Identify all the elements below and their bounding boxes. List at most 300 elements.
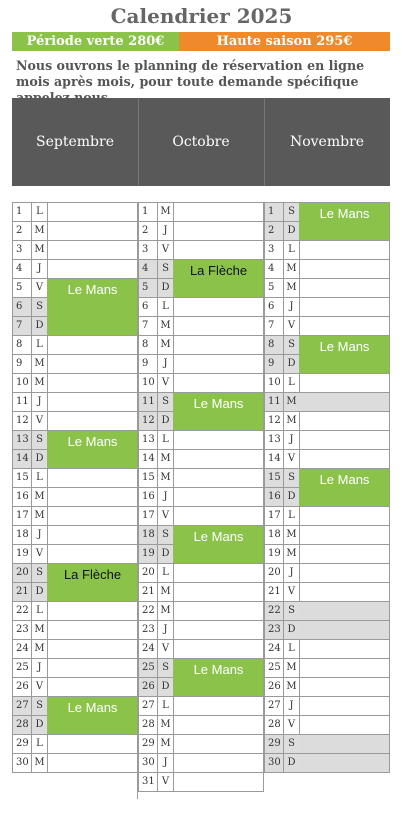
weekday-letter: L <box>284 507 300 525</box>
weekday-letter: L <box>32 336 48 354</box>
day-row[interactable] <box>264 754 390 773</box>
day-row[interactable] <box>138 431 264 450</box>
weekday-letter: J <box>158 355 174 373</box>
day-row[interactable] <box>12 412 138 431</box>
day-row[interactable] <box>264 678 390 697</box>
day-row[interactable] <box>138 507 264 526</box>
booking-cell[interactable] <box>173 697 264 715</box>
weekday-letter: M <box>284 393 300 411</box>
weekday-letter: S <box>284 203 300 221</box>
weekday-letter: J <box>32 393 48 411</box>
day-row[interactable] <box>264 640 390 659</box>
booking-cell[interactable] <box>173 298 264 316</box>
month-column-september <box>12 203 138 773</box>
day-number: 25 <box>264 659 284 677</box>
day-row[interactable] <box>12 507 138 526</box>
grid-line <box>264 202 390 203</box>
day-row[interactable] <box>264 241 390 260</box>
booking-event[interactable]: Le Mans <box>47 279 138 335</box>
booking-cell[interactable] <box>299 545 390 563</box>
weekday-letter: V <box>32 545 48 563</box>
grid-line <box>138 202 264 203</box>
booking-cell[interactable] <box>47 393 138 411</box>
booking-cell[interactable] <box>47 203 138 221</box>
booking-cell[interactable] <box>299 621 390 639</box>
day-row[interactable] <box>264 697 390 716</box>
day-number: 8 <box>138 336 158 354</box>
booking-event[interactable]: La Flèche <box>173 260 264 297</box>
weekday-letter: M <box>32 507 48 525</box>
day-row[interactable] <box>138 317 264 336</box>
day-number: 20 <box>264 564 284 582</box>
booking-cell[interactable] <box>47 222 138 240</box>
booking-cell[interactable] <box>299 298 390 316</box>
grid-line <box>12 202 138 203</box>
day-row[interactable] <box>138 735 264 754</box>
booking-cell[interactable] <box>299 450 390 468</box>
day-row[interactable] <box>138 754 264 773</box>
day-number: 12 <box>264 412 284 430</box>
booking-cell[interactable] <box>173 621 264 639</box>
day-row[interactable] <box>12 336 138 355</box>
booking-cell[interactable] <box>173 564 264 582</box>
day-number: 23 <box>138 621 158 639</box>
weekday-letter: M <box>284 526 300 544</box>
day-row[interactable] <box>12 260 138 279</box>
booking-event[interactable]: Le Mans <box>173 393 264 430</box>
booking-cell[interactable] <box>47 754 138 772</box>
day-row[interactable] <box>264 583 390 602</box>
day-row[interactable] <box>12 241 138 260</box>
day-number: 1 <box>138 203 158 221</box>
day-number: 5 <box>264 279 284 297</box>
weekday-letter: J <box>32 260 48 278</box>
day-number: 22 <box>12 602 32 620</box>
day-row[interactable] <box>138 697 264 716</box>
booking-cell[interactable] <box>47 735 138 753</box>
day-row[interactable] <box>12 545 138 564</box>
day-number: 1 <box>12 203 32 221</box>
day-number: 4 <box>138 260 158 278</box>
weekday-letter: J <box>284 564 300 582</box>
day-number: 17 <box>264 507 284 525</box>
weekday-letter: M <box>32 374 48 392</box>
booking-cell[interactable] <box>47 412 138 430</box>
day-row[interactable] <box>138 716 264 735</box>
day-row[interactable] <box>138 203 264 222</box>
booking-cell[interactable] <box>173 507 264 525</box>
day-row[interactable] <box>138 450 264 469</box>
day-number: 7 <box>12 317 32 335</box>
booking-cell[interactable] <box>173 374 264 392</box>
booking-cell[interactable] <box>173 450 264 468</box>
weekday-letter: V <box>284 716 300 734</box>
day-row[interactable] <box>138 241 264 260</box>
weekday-letter: L <box>284 640 300 658</box>
day-row[interactable] <box>12 621 138 640</box>
day-row[interactable] <box>138 374 264 393</box>
day-row[interactable] <box>264 412 390 431</box>
weekday-letter: J <box>32 526 48 544</box>
day-number: 20 <box>138 564 158 582</box>
booking-cell[interactable] <box>299 374 390 392</box>
day-number: 11 <box>12 393 32 411</box>
weekday-letter: M <box>158 450 174 468</box>
day-number: 30 <box>264 754 284 772</box>
day-row[interactable] <box>12 754 138 773</box>
day-number: 9 <box>264 355 284 373</box>
day-number: 21 <box>12 583 32 601</box>
weekday-letter: M <box>158 583 174 601</box>
booking-event[interactable]: Le Mans <box>47 431 138 468</box>
booking-cell[interactable] <box>47 621 138 639</box>
booking-cell[interactable] <box>299 241 390 259</box>
booking-cell[interactable] <box>299 640 390 658</box>
day-number: 19 <box>12 545 32 563</box>
grid-line <box>389 202 390 773</box>
weekday-letter: L <box>284 374 300 392</box>
day-number: 12 <box>12 412 32 430</box>
weekday-letter: M <box>158 716 174 734</box>
weekday-letter: M <box>158 735 174 753</box>
weekday-letter: S <box>158 659 174 677</box>
booking-cell[interactable] <box>299 260 390 278</box>
booking-cell[interactable] <box>299 659 390 677</box>
weekday-letter: M <box>158 336 174 354</box>
day-number: 3 <box>12 241 32 259</box>
booking-cell[interactable] <box>47 545 138 563</box>
weekday-letter: J <box>284 431 300 449</box>
weekday-letter: S <box>32 697 48 715</box>
day-number: 19 <box>138 545 158 563</box>
weekday-letter: L <box>32 602 48 620</box>
month-header-september: Septembre <box>12 98 138 186</box>
weekday-letter: M <box>158 469 174 487</box>
day-number: 22 <box>264 602 284 620</box>
weekday-letter: D <box>158 678 174 696</box>
day-number: 22 <box>138 602 158 620</box>
day-number: 1 <box>264 203 284 221</box>
day-row[interactable] <box>138 602 264 621</box>
booking-cell[interactable] <box>299 412 390 430</box>
day-row[interactable] <box>12 355 138 374</box>
day-row[interactable] <box>264 374 390 393</box>
booking-cell[interactable] <box>47 602 138 620</box>
booking-cell[interactable] <box>47 640 138 658</box>
day-row[interactable] <box>138 773 264 792</box>
day-row[interactable] <box>264 716 390 735</box>
day-row[interactable] <box>12 393 138 412</box>
day-number: 8 <box>12 336 32 354</box>
day-row[interactable] <box>264 735 390 754</box>
weekday-letter: M <box>158 317 174 335</box>
booking-cell[interactable] <box>47 678 138 696</box>
day-row[interactable] <box>12 488 138 507</box>
header-divider <box>264 98 265 186</box>
booking-cell[interactable] <box>173 431 264 449</box>
day-row[interactable] <box>264 526 390 545</box>
page-title: Calendrier 2025 <box>110 4 293 28</box>
booking-cell[interactable] <box>173 716 264 734</box>
day-number: 15 <box>264 469 284 487</box>
booking-event[interactable]: Le Mans <box>173 659 264 696</box>
weekday-letter: S <box>158 393 174 411</box>
day-number: 29 <box>138 735 158 753</box>
day-row[interactable] <box>264 507 390 526</box>
day-number: 7 <box>138 317 158 335</box>
booking-cell[interactable] <box>299 393 390 411</box>
day-row[interactable] <box>138 355 264 374</box>
booking-event[interactable]: La Flèche <box>47 564 138 601</box>
booking-event[interactable]: Le Mans <box>299 469 390 506</box>
day-number: 14 <box>264 450 284 468</box>
booking-cell[interactable] <box>299 564 390 582</box>
day-number: 6 <box>138 298 158 316</box>
day-row[interactable] <box>264 431 390 450</box>
booking-cell[interactable] <box>47 355 138 373</box>
day-row[interactable] <box>138 298 264 317</box>
weekday-letter: D <box>32 317 48 335</box>
day-row[interactable] <box>264 393 390 412</box>
weekday-letter: M <box>284 545 300 563</box>
weekday-letter: S <box>284 602 300 620</box>
booking-cell[interactable] <box>299 583 390 601</box>
booking-cell[interactable] <box>47 507 138 525</box>
weekday-letter: D <box>284 621 300 639</box>
weekday-letter: V <box>158 374 174 392</box>
day-row[interactable] <box>138 336 264 355</box>
day-row[interactable] <box>264 279 390 298</box>
day-number: 30 <box>12 754 32 772</box>
booking-cell[interactable] <box>47 374 138 392</box>
booking-cell[interactable] <box>299 754 390 772</box>
weekday-letter: M <box>284 260 300 278</box>
day-row[interactable] <box>264 545 390 564</box>
day-row[interactable] <box>12 526 138 545</box>
day-row[interactable] <box>12 659 138 678</box>
booking-cell[interactable] <box>47 241 138 259</box>
day-row[interactable] <box>264 564 390 583</box>
day-number: 8 <box>264 336 284 354</box>
weekday-letter: S <box>32 564 48 582</box>
booking-cell[interactable] <box>299 526 390 544</box>
booking-cell[interactable] <box>173 469 264 487</box>
day-number: 9 <box>12 355 32 373</box>
day-row[interactable] <box>138 564 264 583</box>
weekday-letter: M <box>284 412 300 430</box>
day-number: 26 <box>12 678 32 696</box>
weekday-letter: S <box>284 336 300 354</box>
booking-event[interactable]: Le Mans <box>299 203 390 240</box>
booking-cell[interactable] <box>299 678 390 696</box>
day-number: 5 <box>12 279 32 297</box>
booking-cell[interactable] <box>47 336 138 354</box>
weekday-letter: L <box>32 735 48 753</box>
day-number: 23 <box>12 621 32 639</box>
day-number: 14 <box>138 450 158 468</box>
weekday-letter: S <box>158 260 174 278</box>
booking-cell[interactable] <box>299 716 390 734</box>
weekday-letter: M <box>158 203 174 221</box>
day-number: 30 <box>138 754 158 772</box>
weekday-letter: L <box>158 298 174 316</box>
booking-cell[interactable] <box>47 260 138 278</box>
weekday-letter: J <box>284 298 300 316</box>
weekday-letter: L <box>158 564 174 582</box>
day-row[interactable] <box>12 203 138 222</box>
day-row[interactable] <box>12 469 138 488</box>
day-row[interactable] <box>12 222 138 241</box>
day-number: 2 <box>138 222 158 240</box>
weekday-letter: J <box>32 659 48 677</box>
day-number: 9 <box>138 355 158 373</box>
weekday-letter: V <box>158 773 174 791</box>
day-number: 15 <box>12 469 32 487</box>
weekday-letter: L <box>158 431 174 449</box>
day-number: 10 <box>12 374 32 392</box>
day-number: 15 <box>138 469 158 487</box>
booking-cell[interactable] <box>299 697 390 715</box>
weekday-letter: D <box>32 450 48 468</box>
weekday-letter: L <box>32 203 48 221</box>
booking-cell[interactable] <box>173 735 264 753</box>
day-number: 4 <box>264 260 284 278</box>
day-number: 13 <box>264 431 284 449</box>
day-row[interactable] <box>264 621 390 640</box>
weekday-letter: D <box>284 754 300 772</box>
booking-cell[interactable] <box>173 241 264 259</box>
day-row[interactable] <box>264 659 390 678</box>
booking-cell[interactable] <box>173 602 264 620</box>
booking-cell[interactable] <box>47 488 138 506</box>
day-number: 25 <box>12 659 32 677</box>
weekday-letter: D <box>32 583 48 601</box>
day-number: 12 <box>138 412 158 430</box>
day-number: 6 <box>264 298 284 316</box>
day-row[interactable] <box>138 621 264 640</box>
day-number: 16 <box>264 488 284 506</box>
day-number: 17 <box>138 507 158 525</box>
day-row[interactable] <box>138 469 264 488</box>
booking-event[interactable]: Le Mans <box>47 697 138 734</box>
booking-cell[interactable] <box>173 203 264 221</box>
day-row[interactable] <box>138 488 264 507</box>
weekday-letter: L <box>284 241 300 259</box>
day-row[interactable] <box>264 450 390 469</box>
day-number: 2 <box>264 222 284 240</box>
weekday-letter: J <box>158 621 174 639</box>
day-number: 3 <box>264 241 284 259</box>
day-row[interactable] <box>12 602 138 621</box>
weekday-letter: S <box>284 735 300 753</box>
day-number: 21 <box>138 583 158 601</box>
day-number: 28 <box>12 716 32 734</box>
day-number: 10 <box>138 374 158 392</box>
day-number: 24 <box>264 640 284 658</box>
weekday-letter: M <box>32 754 48 772</box>
day-row[interactable] <box>12 374 138 393</box>
booking-cell[interactable] <box>173 773 264 791</box>
booking-cell[interactable] <box>299 507 390 525</box>
day-row[interactable] <box>264 602 390 621</box>
day-number: 16 <box>138 488 158 506</box>
day-number: 21 <box>264 583 284 601</box>
day-row[interactable] <box>264 260 390 279</box>
header-divider <box>138 98 139 186</box>
day-number: 26 <box>264 678 284 696</box>
booking-cell[interactable] <box>173 640 264 658</box>
day-row[interactable] <box>264 317 390 336</box>
day-number: 2 <box>12 222 32 240</box>
weekday-letter: M <box>158 602 174 620</box>
booking-cell[interactable] <box>173 583 264 601</box>
booking-event[interactable]: Le Mans <box>299 336 390 373</box>
booking-event[interactable]: Le Mans <box>173 526 264 563</box>
day-number: 20 <box>12 564 32 582</box>
day-number: 24 <box>138 640 158 658</box>
day-number: 14 <box>12 450 32 468</box>
day-row[interactable] <box>12 735 138 754</box>
day-row[interactable] <box>138 583 264 602</box>
booking-cell[interactable] <box>47 469 138 487</box>
month-column-november <box>264 203 390 773</box>
weekday-letter: M <box>32 640 48 658</box>
day-number: 6 <box>12 298 32 316</box>
day-number: 18 <box>138 526 158 544</box>
day-row[interactable] <box>12 678 138 697</box>
booking-cell[interactable] <box>173 488 264 506</box>
booking-cell[interactable] <box>173 336 264 354</box>
day-number: 13 <box>138 431 158 449</box>
booking-cell[interactable] <box>173 355 264 373</box>
grid-line <box>138 202 139 792</box>
intro-text: Nous ouvrons le planning de réservation en ligne mois après mois, pour toute demande spécifique <box>16 58 365 89</box>
weekday-letter: L <box>158 697 174 715</box>
day-number: 17 <box>12 507 32 525</box>
booking-cell[interactable] <box>299 735 390 753</box>
weekday-letter: V <box>158 241 174 259</box>
day-number: 11 <box>138 393 158 411</box>
day-number: 10 <box>264 374 284 392</box>
booking-cell[interactable] <box>173 222 264 240</box>
booking-cell[interactable] <box>173 317 264 335</box>
day-number: 11 <box>264 393 284 411</box>
booking-cell[interactable] <box>299 279 390 297</box>
weekday-letter: M <box>32 241 48 259</box>
booking-cell[interactable] <box>299 317 390 335</box>
booking-cell[interactable] <box>47 526 138 544</box>
booking-cell[interactable] <box>299 602 390 620</box>
day-row[interactable] <box>12 640 138 659</box>
day-row[interactable] <box>138 640 264 659</box>
day-number: 28 <box>138 716 158 734</box>
day-row[interactable] <box>138 222 264 241</box>
month-header-november: Novembre <box>264 98 390 186</box>
day-number: 27 <box>264 697 284 715</box>
day-number: 18 <box>12 526 32 544</box>
booking-cell[interactable] <box>47 659 138 677</box>
day-number: 29 <box>264 735 284 753</box>
weekday-letter: S <box>32 431 48 449</box>
booking-cell[interactable] <box>299 431 390 449</box>
day-number: 4 <box>12 260 32 278</box>
weekday-letter: J <box>284 697 300 715</box>
booking-cell[interactable] <box>173 754 264 772</box>
weekday-letter: D <box>158 412 174 430</box>
day-number: 29 <box>12 735 32 753</box>
day-number: 16 <box>12 488 32 506</box>
day-row[interactable] <box>264 298 390 317</box>
